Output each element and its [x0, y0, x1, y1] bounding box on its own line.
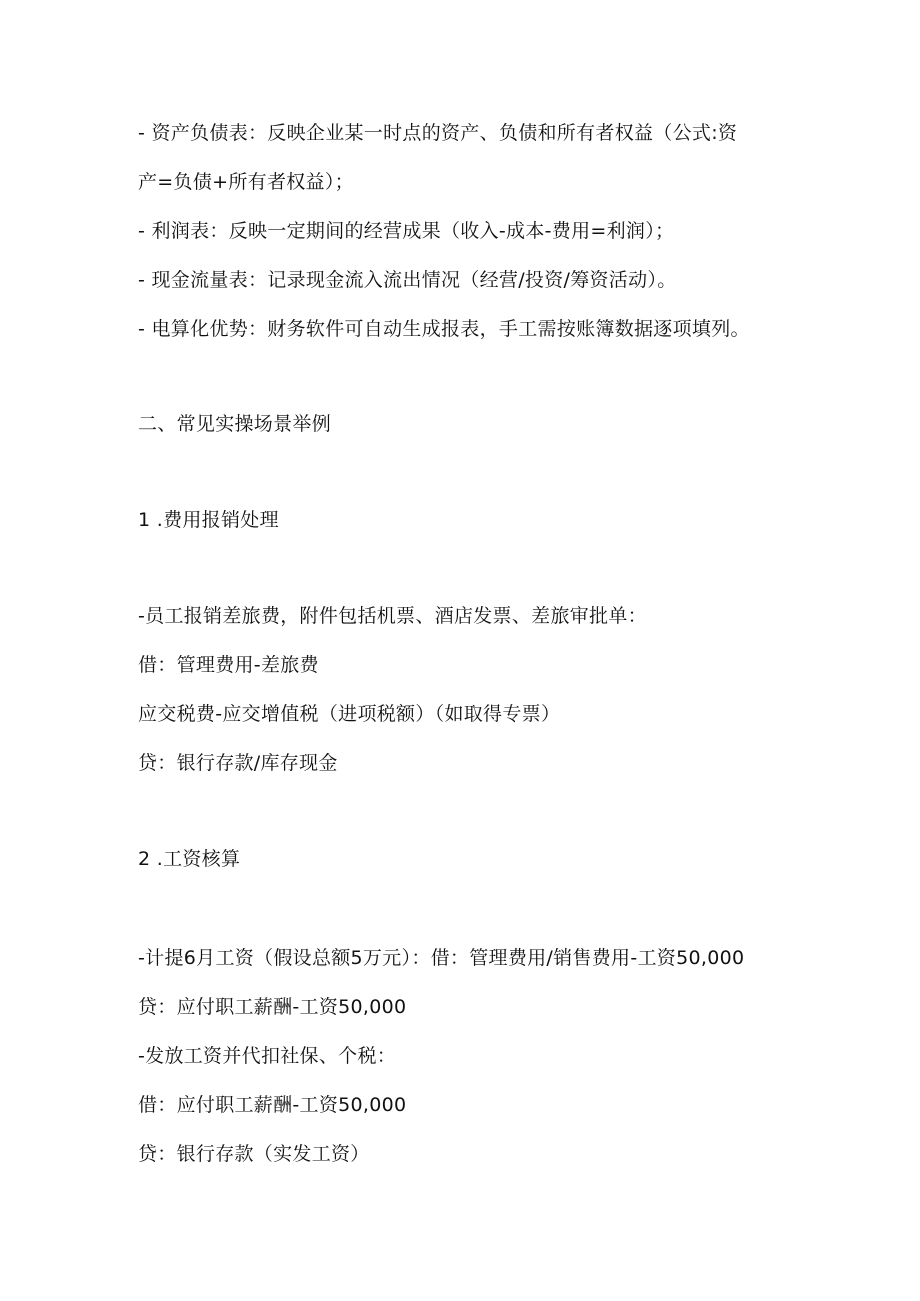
journal-tax-line: 应交税费-应交增值税（进项税额）（如取得专票） [138, 703, 561, 725]
subsection-heading-expense-reimbursement: 1 .费用报销处理 [138, 509, 279, 531]
journal-debit-payable-line: 借：应付职工薪酬-工资50,000 [138, 1094, 407, 1116]
journal-debit-line: 借：管理费用-差旅费 [138, 654, 319, 676]
journal-credit-line: 贷：银行存款/库存现金 [138, 752, 338, 774]
bullet-cash-flow-statement: - 现金流量表：记录现金流入流出情况（经营/投资/筹资活动）。 [138, 269, 677, 291]
journal-credit-bank-line: 贷：银行存款（实发工资） [138, 1143, 370, 1165]
bullet-balance-sheet-continued: 产=负债+所有者权益）； [138, 171, 354, 193]
paragraph-accrue-wages: -计提6月工资（假设总额5万元）：借：管理费用/销售费用-工资50,000 [138, 947, 745, 969]
bullet-balance-sheet: - 资产负债表：反映企业某一时点的资产、负债和所有者权益（公式:资 [138, 122, 738, 144]
bullet-income-statement: - 利润表：反映一定期间的经营成果（收入-成本-费用=利润）； [138, 220, 675, 242]
bullet-computerization-advantage: - 电算化优势：财务软件可自动生成报表，手工需按账簿数据逐项填列。 [138, 318, 750, 340]
paragraph-travel-expense: -员工报销差旅费，附件包括机票、酒店发票、差旅审批单： [138, 605, 647, 627]
paragraph-pay-wages: -发放工资并代扣社保、个税： [138, 1045, 397, 1067]
subsection-heading-payroll: 2 .工资核算 [138, 848, 241, 870]
section-heading: 二、常见实操场景举例 [138, 413, 332, 435]
journal-credit-payable-line: 贷：应付职工薪酬-工资50,000 [138, 996, 407, 1018]
